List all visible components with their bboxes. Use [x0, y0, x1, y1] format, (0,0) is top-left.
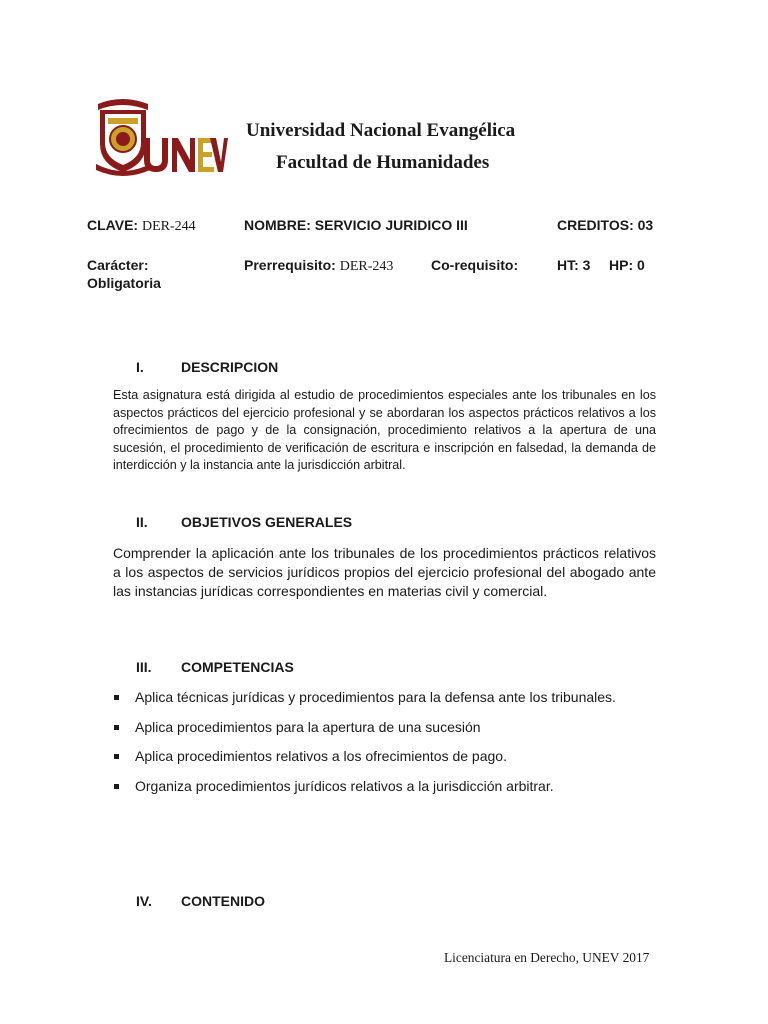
section-title-descripcion: DESCRIPCION: [181, 359, 279, 375]
section-number-contenido: IV.: [136, 893, 152, 909]
clave-label: CLAVE:: [87, 217, 139, 233]
list-item: [113, 718, 673, 748]
prerrequisito-label: Prerrequisito:: [244, 257, 336, 273]
clave-value: DER-244: [141, 219, 196, 234]
university-logo: [92, 94, 228, 178]
list-item: [113, 688, 673, 718]
hp-field: HP: 0: [609, 257, 645, 273]
ht-field: HT: 3: [557, 257, 591, 273]
caracter-label: Carácter:: [87, 257, 149, 273]
section-number-objetivos: II.: [136, 514, 148, 530]
page-footer: Licenciatura en Derecho, UNEV 2017: [444, 950, 650, 965]
section-title-objetivos: OBJETIVOS GENERALES: [181, 514, 353, 530]
faculty-name: Facultad de Humanidades: [276, 152, 490, 173]
competencias-list: [113, 688, 673, 806]
correquisito-field: Co-requisito:: [431, 257, 519, 273]
list-item: [113, 777, 673, 807]
competencia-text: Aplica técnicas jurídicas y procedimientos para la defensa ante los tribunales.: [135, 689, 616, 705]
section-title-competencias: COMPETENCIAS: [181, 659, 294, 675]
caracter-field: [87, 256, 161, 292]
section-title-contenido: CONTENIDO: [181, 893, 265, 909]
list-item: [113, 747, 673, 777]
bullet-icon: [114, 695, 119, 700]
bullet-icon: [114, 754, 119, 759]
bullet-icon: [114, 784, 119, 789]
competencia-text: Aplica procedimientos para la apertura de una sucesión: [135, 718, 481, 735]
competencia-text: Organiza procedimientos jurídicos relativos a la jurisdicción arbitrar.: [135, 777, 554, 794]
section-number-descripcion: I.: [136, 359, 144, 375]
descripcion-paragraph: Esta asignatura está dirigida al estudio de procedimientos especiales ante los tribunales en los aspectos prácticos del ejercicio profesional y se abordaran los aspectos prácticos relativos a los ofrecimientos de pago y de la consignación, procedimiento relativos a la apertura de una sucesión, el procedimiento de verificación de escritura e inscripción en falsedad, la demanda de interdicción y la instancia ante la jurisdicción arbitral.: [113, 388, 656, 473]
nombre-field: NOMBRE: SERVICIO JURIDICO III: [244, 217, 468, 233]
creditos-field: CREDITOS: 03: [557, 217, 654, 233]
unev-crest-icon: [92, 94, 228, 178]
university-name: Universidad Nacional Evangélica: [246, 120, 516, 141]
prerrequisito-field: [244, 256, 393, 276]
bullet-icon: [114, 725, 119, 730]
objetivos-paragraph: Comprender la aplicación ante los tribunales de los procedimientos prácticos relativos a los aspectos de servicios jurídicos propios del ejercicio profesional del abogado ante las instancias jurídicas correspondientes en materias civil y comercial.: [113, 545, 656, 599]
caracter-value: Obligatoria: [87, 275, 161, 291]
prerrequisito-value: DER-243: [339, 259, 394, 274]
clave-field: [87, 216, 196, 236]
competencia-text: Aplica procedimientos relativos a los ofrecimientos de pago.: [135, 748, 507, 764]
section-number-competencias: III.: [136, 659, 152, 675]
